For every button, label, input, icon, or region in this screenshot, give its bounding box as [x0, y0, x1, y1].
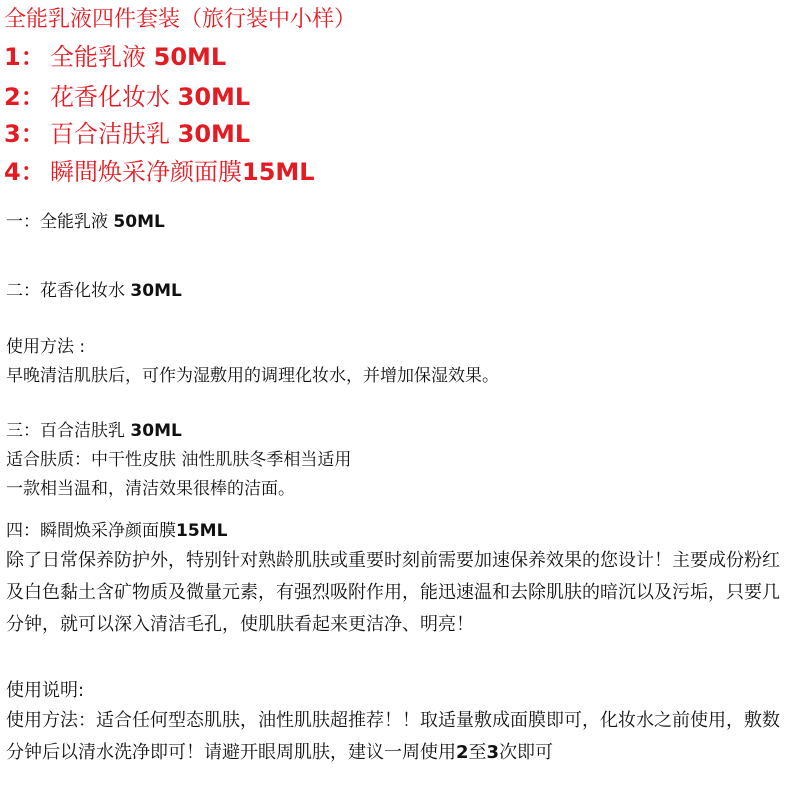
usage-text: 使用方法：适合任何型态肌肤，油性肌肤超推荐！！取适量敷成面膜即可，化妆水之前使用，敷数分钟后以清水洗净即可！请避开眼周肌肤，建议一周使用: [6, 710, 780, 763]
item-size: 15ML: [242, 158, 315, 186]
red-list-item-3: [4, 119, 250, 149]
item-size: 30ML: [177, 83, 251, 111]
section-2-usage-label: 使用方法 :: [6, 337, 86, 357]
section-3-description: 一款相当温和，清洁效果很棒的洁面。: [6, 479, 295, 499]
section-title: 二：花香化妆水: [6, 281, 131, 301]
section-4-usage-note-label: 使用说明:: [6, 680, 85, 701]
red-list-item-1: [4, 42, 226, 72]
usage-number: 3: [486, 742, 500, 763]
item-number: 2：: [4, 83, 45, 111]
section-title: 三：百合洁肤乳: [6, 421, 131, 441]
section-3-skin-type: 适合肤质：中干性皮肤 油性肌肤冬季相当适用: [6, 450, 352, 470]
item-name: 花香化妆水: [50, 83, 178, 111]
section-size: 30ML: [130, 421, 182, 441]
item-size: 30ML: [177, 120, 251, 148]
usage-number: 2: [456, 742, 469, 763]
section-title: 四：瞬間焕采净颜面膜: [6, 521, 176, 541]
section-size: 50ML: [113, 212, 165, 232]
usage-to: 至: [468, 742, 487, 763]
section-2-usage-text: 早晚清洁肌肤后，可作为湿敷用的调理化妆水，并增加保湿效果。: [6, 366, 499, 386]
section-4-heading: [6, 520, 227, 542]
section-4-description: 除了日常保养防护外，特别针对熟龄肌肤或重要时刻前需要加速保养效果的您设计！主要成份粉红及白色黏土含矿物质及微量元素，有强烈吸附作用，能迅速温和去除肌肤的暗沉以及污垢，只要几分钟，就可以深入清洁毛孔，使肌肤看起来更洁净、明亮！: [6, 550, 780, 635]
red-list-item-2: [4, 82, 250, 112]
usage-text-end: 次即可: [499, 742, 554, 763]
section-3-heading: [6, 420, 182, 442]
item-name: 全能乳液: [50, 43, 154, 71]
section-4-usage-instructions: [6, 705, 794, 769]
item-number: 3：: [4, 120, 45, 148]
section-1-heading: [6, 211, 165, 233]
section-size: 15ML: [176, 521, 228, 541]
item-number: 1：: [4, 43, 45, 71]
red-list-item-4: [4, 157, 315, 187]
item-number: 4：: [4, 158, 45, 186]
item-name: 瞬間焕采净颜面膜: [50, 158, 242, 186]
page-title: 全能乳液四件套装（旅行装中小样）: [4, 7, 357, 32]
section-size: 30ML: [130, 281, 182, 301]
section-title: 一：全能乳液: [6, 212, 114, 232]
item-name: 百合洁肤乳: [50, 120, 178, 148]
section-2-heading: [6, 280, 182, 302]
item-size: 50ML: [153, 43, 227, 71]
